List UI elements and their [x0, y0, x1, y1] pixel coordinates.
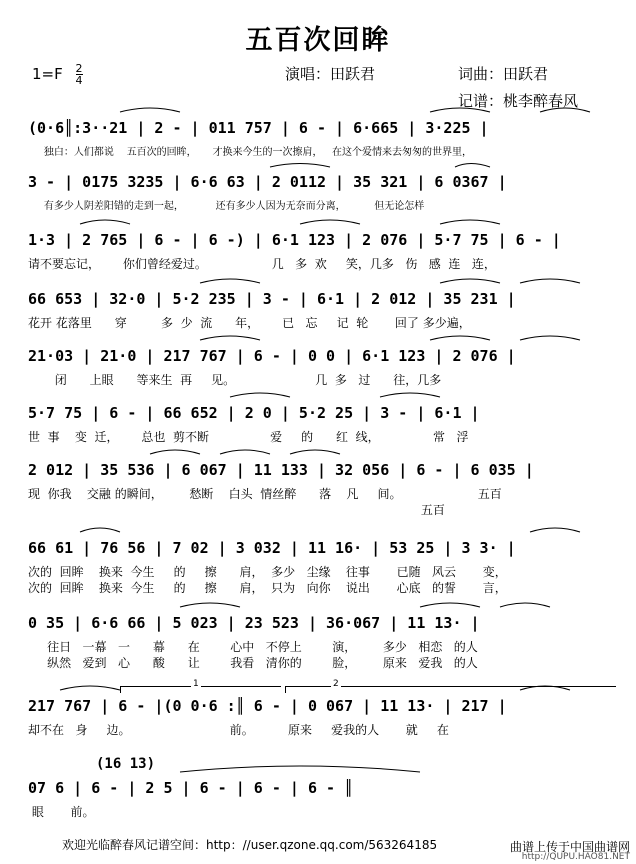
notation-line: 21·03 | 21·0 | 217 767 | 6 - | 0 0 | 6·1 123 | 2 076 |	[28, 347, 516, 365]
notation-line: 5·7 75 | 6 - | 66 652 | 2 0 | 5·2 25 | 3 - | 6·1 |	[28, 404, 480, 422]
lyric-line: 眼 前。	[28, 805, 95, 819]
notation-line: 217 767 | 6 - |(0 0·6 :║ 6 - | 0 067 | 11 13· | 217 |	[28, 697, 507, 715]
notation-line: 66 653 | 32·0 | 5·2 235 | 3 - | 6·1 | 2 012 | 35 231 |	[28, 290, 516, 308]
footer-link[interactable]: 欢迎光临醉春风记谱空间：http：//user.qzone.qq.com/563264185	[62, 838, 438, 852]
time-bottom: 4	[75, 74, 83, 87]
lyric-line: 却不在 身 边。 前。 原来 爱我的人 就 在	[28, 723, 449, 737]
lyric-line: 闭 上眼 等来生 再 见。 几 多 过 往，几多	[28, 373, 442, 387]
volta-first-label: 1	[193, 679, 199, 689]
notation-line: 1·3 | 2 765 | 6 - | 6 -) | 6·1 123 | 2 076 | 5·7 75 | 6 - |	[28, 231, 561, 249]
lyric-line: 请不要忘记， 你们曾经爱过。 几 多 欢 笑，几多 伤 感 连 连，	[28, 257, 496, 271]
composer-credit: 词曲：田跃君	[458, 65, 549, 83]
volta-second-label: 2	[333, 679, 339, 689]
notation-line: 66 61 | 76 56 | 7 02 | 3 032 | 11 16· | 53 25 | 3 3· |	[28, 539, 516, 557]
notation-line: 0 35 | 6·6 66 | 5 023 | 23 523 | 36·067 | 11 13· |	[28, 614, 480, 632]
lyric-line: 花开 花落里 穿 多 少 流 年， 已 忘 记 轮 回了 多少遍，	[28, 316, 471, 330]
notation-line: (0·6║:3··21 | 2 - | 011 757 | 6 - | 6·665 | 3·225 |	[28, 119, 489, 137]
lyric-line: 往日 一幕 一 幕 在 心中 不停上 演， 多少 相恋 的人	[28, 640, 478, 654]
lyric-line: 现 你我 交融 的瞬间， 愁断 白头 情丝醉 落 凡 间。 五百	[28, 487, 502, 501]
time-top: 2	[75, 62, 83, 75]
lyric-line-2: 纵然 爱到 心 酸 让 我看 清你的 脸， 原来 爱我 的人	[28, 656, 478, 670]
transcriber-credit: 记谱：桃李醉春风	[458, 92, 579, 110]
footer-site: 曲谱上传于中国曲谱网	[509, 840, 630, 854]
key-label: 1=F	[32, 65, 63, 83]
lyric-line: 次的 回眸 换来 今生 的 擦 肩， 多少 尘缘 往事 已随 风云 变，	[28, 565, 507, 579]
lyric-line: 有多少人阴差阳错的走到一起， 还有多少人因为无奈而分离， 但无论怎样	[28, 201, 425, 212]
notation-line: 3 - | 0175 3235 | 6·6 63 | 2 0112 | 35 321 | 6 0367 |	[28, 173, 507, 191]
singer-credit: 演唱：田跃君	[285, 65, 376, 83]
notation-line: 2 012 | 35 536 | 6 067 | 11 133 | 32 056 | 6 - | 6 035 |	[28, 461, 534, 479]
footer-site-url: http://QUPU.HAO81.NET	[521, 852, 630, 862]
lyric-line-2: 五百	[28, 503, 445, 517]
lyric-line: 独白：人们都说 五百次的回眸， 才换来今生的一次擦肩， 在这个爱情来去匆匆的世界里，	[28, 147, 473, 158]
grace-notes: (16 13)	[96, 756, 156, 772]
page-title: 五百次回眸	[245, 25, 391, 56]
lyric-line-2: 次的 回眸 换来 今生 的 擦 肩， 只为 向你 说出 心底 的誓 言，	[28, 581, 507, 595]
lyric-line: 世 事 变 迁， 总也 剪不断 爱 的 红 线， 常 浮	[28, 430, 469, 444]
notation-line: 07 6 | 6 - | 2 5 | 6 - | 6 - | 6 - ║	[28, 779, 354, 797]
